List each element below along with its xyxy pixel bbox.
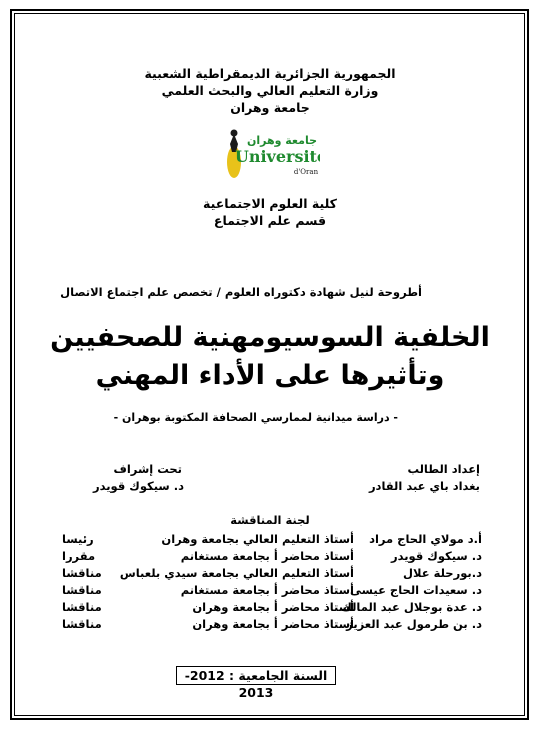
faculty-name: كلية العلوم الاجتماعية — [203, 196, 337, 211]
member-role: مناقشا — [62, 617, 102, 631]
member-position: أستاذ محاضر أ بجامعة وهران — [192, 600, 354, 614]
member-position: أستاذ محاضر أ بجامعة مستغانم — [180, 549, 354, 563]
member-position: أستاذ التعليم العالي بجامعة سيدي بلعباس — [119, 566, 354, 580]
committee-row — [62, 566, 482, 582]
committee-label: لجنة المناقشة — [230, 513, 310, 527]
ministry-name: وزارة التعليم العالي والبحث العلمي — [161, 83, 379, 98]
logo-latin-text: Université — [234, 147, 320, 166]
thesis-title-line2: وتأثيرها على الأداء المهني — [95, 360, 445, 391]
member-name: د. سعيدات الحاج عيسى — [350, 583, 482, 597]
member-role: رئيسا — [62, 532, 94, 546]
thesis-subtitle: - دراسة ميدانية لممارسي الصحافة المكتوبة بوهران - — [113, 411, 398, 424]
member-role: مقررا — [62, 549, 96, 563]
university-logo — [220, 122, 320, 182]
member-role: مناقشا — [62, 583, 102, 597]
thesis-title-line1: الخلفية السوسيومهنية للصحفيين — [50, 322, 490, 353]
logo-sub-text: d'Oran — [293, 168, 319, 176]
member-name: أ.د مولاي الحاج مراد — [369, 532, 482, 546]
member-name: د.بورحلة علال — [403, 566, 482, 580]
member-role: مناقشا — [62, 600, 102, 614]
thesis-type: أطروحة لنيل شهادة دكتوراه العلوم / تخصص علم اجتماع الاتصال — [60, 285, 422, 299]
committee-row — [62, 532, 482, 548]
committee-row — [62, 617, 482, 633]
department-name: قسم علم الاجتماع — [213, 213, 327, 228]
member-position: أستاذ محاضر أ بجامعة وهران — [192, 617, 354, 631]
committee-row — [62, 600, 482, 616]
university-name: جامعة وهران — [230, 100, 310, 115]
supervisor-label: تحت إشراف — [113, 462, 182, 476]
academic-year: السنة الجامعية : 2012-2013 — [176, 666, 336, 685]
member-name: د. سيكوك قويدر — [390, 549, 482, 563]
member-position: أستاذ محاضر أ بجامعة مستغانم — [180, 583, 354, 597]
member-role: مناقشا — [62, 566, 102, 580]
committee-row — [62, 583, 482, 599]
university-logo-icon — [220, 122, 320, 182]
committee-row — [62, 549, 482, 565]
logo-arabic-text: جامعة وهران — [246, 134, 318, 147]
supervisor-name: د. سيكوك قويدر — [92, 479, 184, 493]
member-position: أستاذ التعليم العالي بجامعة وهران — [161, 532, 354, 546]
student-label: إعداد الطالب — [407, 462, 480, 476]
student-name: بغداد باي عبد القادر — [368, 479, 480, 493]
member-name: د. بن طرمول عبد العزيز — [346, 617, 482, 631]
member-name: د. عدة بوجلال عبد المالك — [341, 600, 482, 614]
republic-name: الجمهورية الجزائرية الديمقراطية الشعبية — [144, 66, 396, 81]
